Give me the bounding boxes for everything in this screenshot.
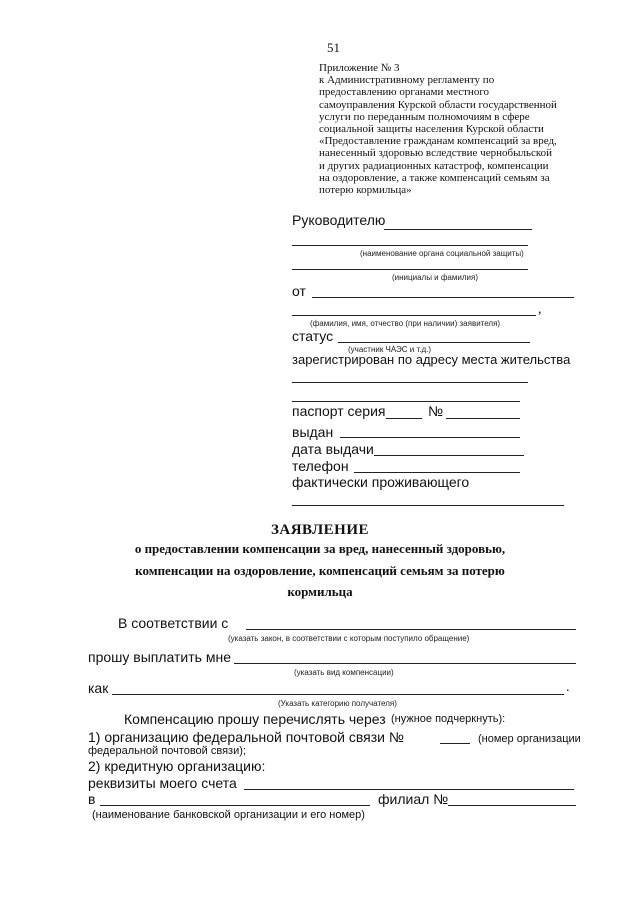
accordance-label: В соответствии с bbox=[118, 615, 229, 631]
appendix-line: самоуправления Курской области государственной bbox=[319, 98, 557, 111]
transfer-note: (нужное подчеркнуть): bbox=[391, 713, 506, 725]
post-note-a: (номер организации bbox=[478, 733, 581, 745]
page-number: 51 bbox=[327, 40, 340, 55]
transfer-label: Компенсацию прошу перечислять через bbox=[124, 711, 386, 727]
appendix-line: на оздоровление, а также компенсаций семьям за bbox=[319, 171, 550, 184]
option-post-label[interactable]: 1) организацию федеральной почтовой связи № bbox=[88, 729, 404, 745]
actual-residence-label: фактически проживающего bbox=[292, 474, 470, 490]
category-field[interactable] bbox=[112, 694, 564, 695]
fio-comma: , bbox=[538, 302, 542, 317]
document-title: ЗАЯВЛЕНИЕ bbox=[270, 522, 370, 538]
status-field[interactable] bbox=[338, 342, 530, 343]
initials-field[interactable] bbox=[292, 269, 528, 270]
compensation-kind-hint: (указать вид компенсации) bbox=[294, 668, 394, 677]
issue-date-field[interactable] bbox=[374, 455, 524, 456]
status-label: статус bbox=[292, 328, 334, 344]
category-hint: (Указать категорию получателя) bbox=[278, 699, 397, 708]
to-field[interactable] bbox=[384, 229, 532, 230]
bank-hint: (наименование банковской организации и его номер) bbox=[92, 809, 365, 821]
law-field[interactable] bbox=[246, 629, 576, 630]
issue-date-label: дата выдачи bbox=[292, 441, 374, 457]
bank-in-label: в bbox=[88, 791, 96, 807]
org-hint: (наименование органа социальной защиты) bbox=[360, 249, 524, 258]
passport-label: паспорт серия bbox=[292, 403, 386, 419]
post-number-field[interactable] bbox=[440, 743, 470, 744]
initials-hint: (инициалы и фамилия) bbox=[392, 273, 478, 282]
status-hint: (участник ЧАЭС и т.д.) bbox=[348, 345, 432, 354]
appendix-line: Приложение № 3 bbox=[319, 62, 400, 74]
appendix-line: «Предоставление гражданам компенсаций за вред, bbox=[319, 135, 557, 148]
title-line-1: о предоставлении компенсации за вред, нанесенный здоровью, bbox=[134, 541, 506, 556]
appendix-line: услуги по переданным полномочиям в сфере bbox=[319, 110, 530, 123]
appendix-line: социальной защиты населения Курской области bbox=[319, 123, 544, 136]
fio-field[interactable] bbox=[292, 315, 536, 316]
phone-field[interactable] bbox=[354, 472, 520, 473]
appendix-line: потерю кормильца» bbox=[319, 184, 412, 197]
appendix-line: нанесенный здоровью вследствие чернобыльской bbox=[319, 147, 553, 160]
to-label: Руководителю bbox=[292, 212, 386, 228]
passport-series-field[interactable] bbox=[386, 418, 422, 419]
title-line-3: кормильца bbox=[287, 584, 353, 599]
appendix-line: и других радиационных катастроф, компенсации bbox=[319, 159, 549, 172]
passport-number-sign: № bbox=[428, 403, 444, 419]
pay-me-label: прошу выплатить мне bbox=[88, 649, 231, 665]
issued-field[interactable] bbox=[340, 437, 520, 438]
registered-label: зарегистрирован по адресу места жительства bbox=[292, 352, 571, 367]
actual-residence-field[interactable] bbox=[292, 505, 564, 506]
branch-field[interactable] bbox=[448, 805, 576, 806]
appendix-line: к Административному регламенту по bbox=[319, 74, 495, 87]
address-field-2[interactable] bbox=[292, 401, 520, 402]
from-field[interactable] bbox=[312, 297, 574, 298]
appendix-block bbox=[319, 62, 557, 196]
passport-number-field[interactable] bbox=[446, 418, 520, 419]
appendix-line: предоставлению органами местного bbox=[319, 86, 490, 99]
branch-label: филиал № bbox=[378, 791, 449, 807]
bank-name-field[interactable] bbox=[100, 805, 370, 806]
category-period: . bbox=[566, 680, 570, 695]
compensation-kind-field[interactable] bbox=[234, 663, 576, 664]
phone-label: телефон bbox=[292, 458, 349, 474]
org-field[interactable] bbox=[292, 245, 528, 246]
option-bank-label[interactable]: 2) кредитную организацию: bbox=[88, 758, 266, 774]
title-line-2: компенсации на оздоровление, компенсаций семьям за потерю bbox=[135, 563, 505, 578]
fio-hint: (фамилия, имя, отчество (при наличии) заявителя) bbox=[310, 319, 501, 328]
law-hint: (указать закон, в соответствии с которым поступило обращение) bbox=[228, 634, 470, 643]
from-label: от bbox=[292, 283, 306, 299]
address-field-1[interactable] bbox=[292, 382, 528, 383]
as-label: как bbox=[88, 680, 109, 696]
account-label: реквизиты моего счета bbox=[88, 775, 237, 791]
account-field[interactable] bbox=[244, 789, 574, 790]
post-note-b: федеральной почтовой связи); bbox=[88, 745, 246, 757]
issued-label: выдан bbox=[292, 424, 334, 440]
